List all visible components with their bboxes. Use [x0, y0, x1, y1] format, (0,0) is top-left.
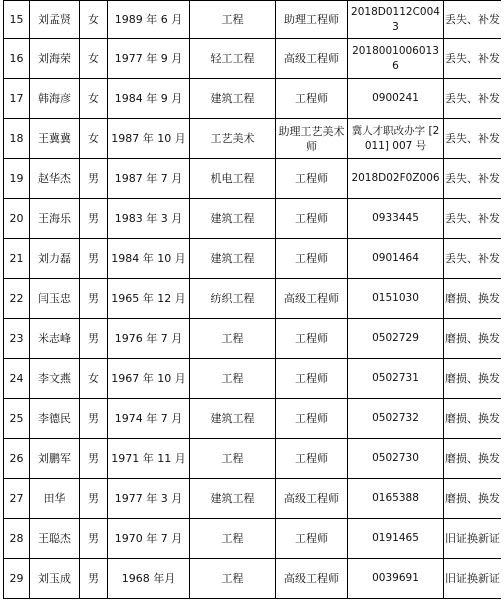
gender-cell: 男 — [80, 319, 108, 359]
major-cell: 建筑工程 — [190, 79, 276, 119]
name-cell: 王冀冀 — [30, 119, 80, 159]
title-cell: 助理工艺美术师 — [276, 119, 348, 159]
table-row — [4, 199, 502, 239]
name-cell: 刘力磊 — [30, 239, 80, 279]
birth-date-cell: 1983 年 3 月 — [108, 199, 190, 239]
row-index-cell: 15 — [4, 1, 30, 39]
major-cell: 工程 — [190, 359, 276, 399]
certificate-number-cell: 0151030 — [348, 279, 444, 319]
title-cell: 工程师 — [276, 319, 348, 359]
title-cell: 工程师 — [276, 439, 348, 479]
table-row — [4, 79, 502, 119]
name-cell: 赵华杰 — [30, 159, 80, 199]
table-row — [4, 239, 502, 279]
gender-cell: 男 — [80, 159, 108, 199]
reason-cell: 磨损、换发 — [444, 479, 502, 519]
gender-cell: 女 — [80, 39, 108, 79]
birth-date-cell: 1971 年 11 月 — [108, 439, 190, 479]
title-cell: 高级工程师 — [276, 279, 348, 319]
major-cell: 工程 — [190, 439, 276, 479]
birth-date-cell: 1976 年 7 月 — [108, 319, 190, 359]
row-index-cell: 29 — [4, 559, 30, 599]
name-cell: 王聪杰 — [30, 519, 80, 559]
birth-date-cell: 1970 年 7 月 — [108, 519, 190, 559]
reason-cell: 丢失、补发 — [444, 39, 502, 79]
title-cell: 工程师 — [276, 159, 348, 199]
certificate-number-cell: 0901464 — [348, 239, 444, 279]
table-row — [4, 559, 502, 599]
title-cell: 助理工程师 — [276, 1, 348, 39]
birth-date-cell: 1989 年 6 月 — [108, 1, 190, 39]
reason-cell: 旧证换新证 — [444, 559, 502, 599]
row-index-cell: 20 — [4, 199, 30, 239]
reason-cell: 丢失、补发 — [444, 239, 502, 279]
name-cell: 刘孟贤 — [30, 1, 80, 39]
major-cell: 工艺美术 — [190, 119, 276, 159]
birth-date-cell: 1987 年 7 月 — [108, 159, 190, 199]
gender-cell: 男 — [80, 559, 108, 599]
birth-date-cell: 1974 年 7 月 — [108, 399, 190, 439]
major-cell: 轻工工程 — [190, 39, 276, 79]
table-row — [4, 319, 502, 359]
birth-date-cell: 1968 年月 — [108, 559, 190, 599]
table-row — [4, 1, 502, 39]
gender-cell: 女 — [80, 359, 108, 399]
table-row — [4, 39, 502, 79]
table-row — [4, 519, 502, 559]
major-cell: 机电工程 — [190, 159, 276, 199]
title-cell: 工程师 — [276, 519, 348, 559]
major-cell: 建筑工程 — [190, 399, 276, 439]
name-cell: 刘海荣 — [30, 39, 80, 79]
name-cell: 李德民 — [30, 399, 80, 439]
row-index-cell: 17 — [4, 79, 30, 119]
certificate-number-cell: 0039691 — [348, 559, 444, 599]
major-cell: 工程 — [190, 519, 276, 559]
reason-cell: 旧证换新证 — [444, 519, 502, 559]
row-index-cell: 24 — [4, 359, 30, 399]
name-cell: 田华 — [30, 479, 80, 519]
reason-cell: 丢失、补发 — [444, 1, 502, 39]
major-cell: 工程 — [190, 1, 276, 39]
title-cell: 高级工程师 — [276, 39, 348, 79]
certificate-number-cell: 2018D0112C0043 — [348, 1, 444, 39]
certificate-number-cell: 0502731 — [348, 359, 444, 399]
title-cell: 高级工程师 — [276, 559, 348, 599]
certificate-number-cell: 0502730 — [348, 439, 444, 479]
table-row — [4, 279, 502, 319]
table-row — [4, 399, 502, 439]
gender-cell: 男 — [80, 479, 108, 519]
table-row — [4, 439, 502, 479]
title-cell: 工程师 — [276, 359, 348, 399]
certificate-number-cell: 0933445 — [348, 199, 444, 239]
birth-date-cell: 1965 年 12 月 — [108, 279, 190, 319]
row-index-cell: 26 — [4, 439, 30, 479]
certificate-number-cell: 0165388 — [348, 479, 444, 519]
title-cell: 工程师 — [276, 79, 348, 119]
title-cell: 高级工程师 — [276, 479, 348, 519]
gender-cell: 男 — [80, 239, 108, 279]
major-cell: 建筑工程 — [190, 199, 276, 239]
row-index-cell: 22 — [4, 279, 30, 319]
reason-cell: 磨损、换发 — [444, 439, 502, 479]
gender-cell: 女 — [80, 1, 108, 39]
reason-cell: 磨损、换发 — [444, 279, 502, 319]
certificate-number-cell: 冀人才职改办字 [2011] 007 号 — [348, 119, 444, 159]
birth-date-cell: 1984 年 10 月 — [108, 239, 190, 279]
gender-cell: 男 — [80, 199, 108, 239]
birth-date-cell: 1967 年 10 月 — [108, 359, 190, 399]
certificate-number-cell: 0502732 — [348, 399, 444, 439]
title-cell: 工程师 — [276, 239, 348, 279]
row-index-cell: 18 — [4, 119, 30, 159]
reason-cell: 丢失、补发 — [444, 199, 502, 239]
certificate-table-sheet — [3, 0, 501, 600]
gender-cell: 男 — [80, 399, 108, 439]
row-index-cell: 28 — [4, 519, 30, 559]
major-cell: 工程 — [190, 319, 276, 359]
row-index-cell: 19 — [4, 159, 30, 199]
row-index-cell: 16 — [4, 39, 30, 79]
birth-date-cell: 1977 年 3 月 — [108, 479, 190, 519]
gender-cell: 男 — [80, 439, 108, 479]
gender-cell: 女 — [80, 119, 108, 159]
certificate-number-cell: 0191465 — [348, 519, 444, 559]
name-cell: 米志峰 — [30, 319, 80, 359]
name-cell: 王海乐 — [30, 199, 80, 239]
major-cell: 纺织工程 — [190, 279, 276, 319]
name-cell: 刘玉成 — [30, 559, 80, 599]
major-cell: 建筑工程 — [190, 479, 276, 519]
table-row — [4, 119, 502, 159]
table-body — [4, 1, 502, 599]
certificate-number-cell: 20180010060136 — [348, 39, 444, 79]
name-cell: 李文燕 — [30, 359, 80, 399]
name-cell: 闫玉忠 — [30, 279, 80, 319]
major-cell: 工程 — [190, 559, 276, 599]
reason-cell: 磨损、换发 — [444, 319, 502, 359]
row-index-cell: 23 — [4, 319, 30, 359]
reason-cell: 丢失、补发 — [444, 79, 502, 119]
certificate-number-cell: 2018D02F0Z006 — [348, 159, 444, 199]
birth-date-cell: 1977 年 9 月 — [108, 39, 190, 79]
reason-cell: 丢失、补发 — [444, 159, 502, 199]
row-index-cell: 25 — [4, 399, 30, 439]
certificate-number-cell: 0502729 — [348, 319, 444, 359]
certificate-number-cell: 0900241 — [348, 79, 444, 119]
name-cell: 韩海彦 — [30, 79, 80, 119]
birth-date-cell: 1987 年 10 月 — [108, 119, 190, 159]
table-row — [4, 159, 502, 199]
gender-cell: 男 — [80, 519, 108, 559]
title-cell: 工程师 — [276, 199, 348, 239]
reason-cell: 丢失、补发 — [444, 119, 502, 159]
birth-date-cell: 1984 年 9 月 — [108, 79, 190, 119]
gender-cell: 女 — [80, 79, 108, 119]
table-row — [4, 479, 502, 519]
title-cell: 工程师 — [276, 399, 348, 439]
reason-cell: 磨损、换发 — [444, 359, 502, 399]
certificate-table — [3, 0, 501, 599]
table-row — [4, 359, 502, 399]
major-cell: 建筑工程 — [190, 239, 276, 279]
name-cell: 刘鹏军 — [30, 439, 80, 479]
row-index-cell: 27 — [4, 479, 30, 519]
row-index-cell: 21 — [4, 239, 30, 279]
reason-cell: 磨损、换发 — [444, 399, 502, 439]
gender-cell: 男 — [80, 279, 108, 319]
